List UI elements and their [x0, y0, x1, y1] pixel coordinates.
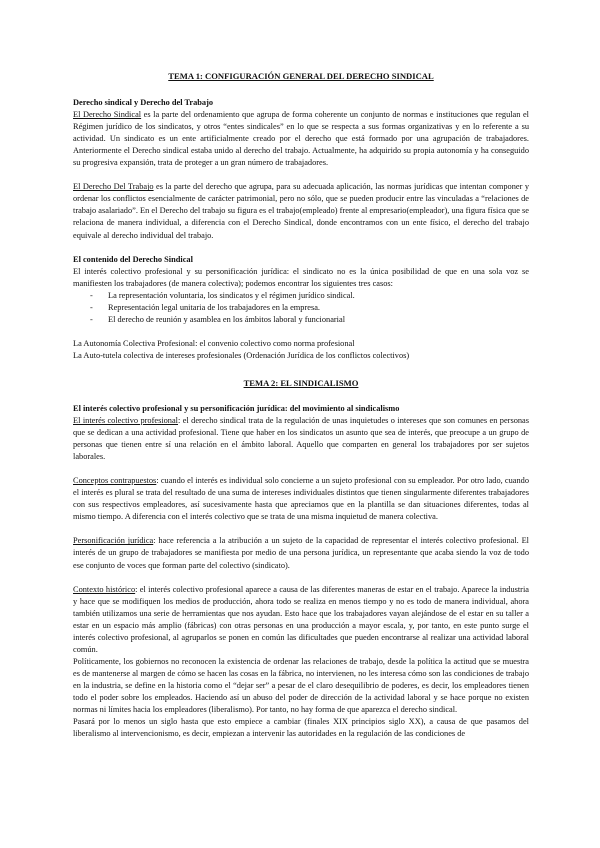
term-interes-colectivo: El interés colectivo profesional [73, 416, 179, 426]
section-heading-contenido: El contenido del Derecho Sindical [73, 254, 193, 264]
list-item: - El derecho de reunión y asamblea en los ámbitos laboral y funcionarial [90, 314, 529, 326]
line-auto-tutela: La Auto-tutela colectiva de intereses profesionales (Ordenación Jurídica de los conflictos colectivos) [73, 350, 410, 360]
tema2-title: TEMA 2: EL SINDICALISMO [243, 377, 359, 388]
paragraph-contexto-historico: Contexto histórico: el interés colectivo profesional aparece a causa de las diferentes maneras de estar en el trabajo. Aparece la industria y hace que se modifiquen los medios de producción, ahora todo se realiza en menos tiempo y no es todo de manera individual, ahora también utilizamos una serie de herramientas que nos ayudan. Esto hace que los trabajadores vayan alejándose de el estar en su taller a estar en un espacio más amplio (fábricas) con otras personas en una producción a mayor escala, y, por tanto, en este punto surge el interés colectivo profesional, al agruparlos se ponen en común las dificultades que pueden encontrarse al realizar una actividad laboral común. [73, 584, 529, 654]
paragraph-politicamente: Políticamente, los gobiernos no reconocen la existencia de ordenar las relaciones de trabajo, desde la política la actitud que se muestra es de mantenerse al margen de cómo se hacen las cosas en la fábrica, no intervienen, no les interesa cómo son las condiciones de trabajo en la industria, se define en la historia como el “dejar ser” a pesar de el claro desequilibrio de poderes, es decir, los empleadores tienen todo el poder sobre los empleados. Haciendo así un abuso del poder de dirección de la actividad laboral y se hace porque no existen normas ni límites hacia los empleadores (liberalismo). Por tanto, no hay forma de que aparezca el derecho sindical. [73, 656, 529, 715]
term-conceptos-contrapuestos: Conceptos contrapuestos [73, 476, 157, 486]
paragraph-pasara: Pasará por lo menos un siglo hasta que esto empiece a cambiar (finales XIX principios siglo XX), a causa de que pasamos del liberalismo al intervencionismo, es decir, empiezan a intervenir las autoridades en la regulación de las condiciones de [73, 717, 529, 739]
paragraph-personificacion: Personificación jurídica: hace referencia a la atribución a un sujeto de la capacidad de representar el interés colectivo profesional. El interés de un grupo de trabajadores se manifiesta por medio de una persona jurídica, un representante que acaba siendo la voz de todo ese conjunto de voces que forman parte del colectivo (sindicato). [73, 536, 529, 570]
section-heading-derecho-sindical-trabajo: Derecho sindical y Derecho del Trabajo [73, 98, 214, 108]
paragraph-interes-colectivo-intro: El interés colectivo profesional y su personificación jurídica: el sindicato no es la única posibilidad de que en una sola voz se manifiesten los trabajadores (de manera colectiva); podemos encontrar los siguientes tres casos: [73, 266, 529, 288]
paragraph-derecho-trabajo: El Derecho Del Trabajo es la parte del derecho que agrupa, para su adecuada aplicación, las normas jurídicas que intentan componer y ordenar los conflictos esencialmente de carácter patrimonial, pero no sólo, que se pueden producir entre las vinculadas a “relaciones de trabajo asalariado”. En el Derecho del trabajo su figura es el trabajo(empleado) frente al empresario(empleador), una figura física que se relaciona de manera individual, a diferencia con el Derecho Sindical, donde encontramos con un ente físico, el derecho del trabajo equivale al derecho individual del trabajo. [73, 182, 529, 240]
term-personificacion: Personificación jurídica [73, 536, 154, 546]
paragraph-derecho-sindical: El Derecho Sindical es la parte del ordenamiento que agrupa de forma coherente un conjunto de normas e instituciones que regulan el Régimen jurídico de los sindicatos, y otros “entes sindicales” en lo que se respecta a sus formas organizativas y en lo referente a su actividad. Un sindicato es un ente artificialmente creado por el derecho que está formado por una agrupación de trabajadores. Anteriormente el Derecho sindical estaba unido al derecho del trabajo. Actualmente, ha adquirido su propia autonomía y ha conseguido su progresiva expansión, trata de proteger a un gran número de trabajadores. [73, 110, 529, 168]
tema1-title: TEMA 1: CONFIGURACIÓN GENERAL DEL DERECHO SINDICAL [168, 71, 434, 81]
paragraph-interes-colectivo: El interés colectivo profesional: el derecho sindical trata de la regulación de unas inquietudes o intereses que son comunes en personas que se dedican a una actividad profesional. Tiene que haber en los sindicatos un asunto que sea de interés, que preocupe a un grupo de personas que tienen entre sí una relación en el ámbito laboral. Aquello que comparten en general los trabajadores por ser sujetos laborales. [73, 416, 529, 462]
term-contexto-historico: Contexto histórico [73, 584, 136, 594]
term-derecho-trabajo: El Derecho Del Trabajo [73, 182, 154, 192]
list-item: - La representación voluntaria, los sindicatos y el régimen jurídico sindical. [90, 290, 529, 302]
list-item: - Representación legal unitaria de los trabajadores en la empresa. [90, 302, 529, 314]
paragraph-conceptos-contrapuestos: Conceptos contrapuestos: cuando el interés es individual solo concierne a un sujeto profesional con su empleador. Por otro lado, cuando el interés es plural se trata del resultado de una suma de intereses individuales distintos que tienen singularmente diferentes trabajadores con sus respectivos empleadores, así sucesivamente hasta que apreciamos que en la plantilla se dan situaciones diferentes, todas al mismo tiempo. A diferencia con el interés colectivo que se trata de una misma inquietud de manera colectiva. [73, 476, 530, 522]
term-derecho-sindical: El Derecho Sindical [73, 110, 142, 120]
line-autonomia-colectiva: La Autonomía Colectiva Profesional: el convenio colectivo como norma profesional [73, 338, 355, 348]
document-body [73, 70, 529, 740]
cases-list [73, 290, 529, 326]
section-heading-interes-colectivo: El interés colectivo profesional y su personificación jurídica: del movimiento al sindicalismo [73, 403, 400, 413]
